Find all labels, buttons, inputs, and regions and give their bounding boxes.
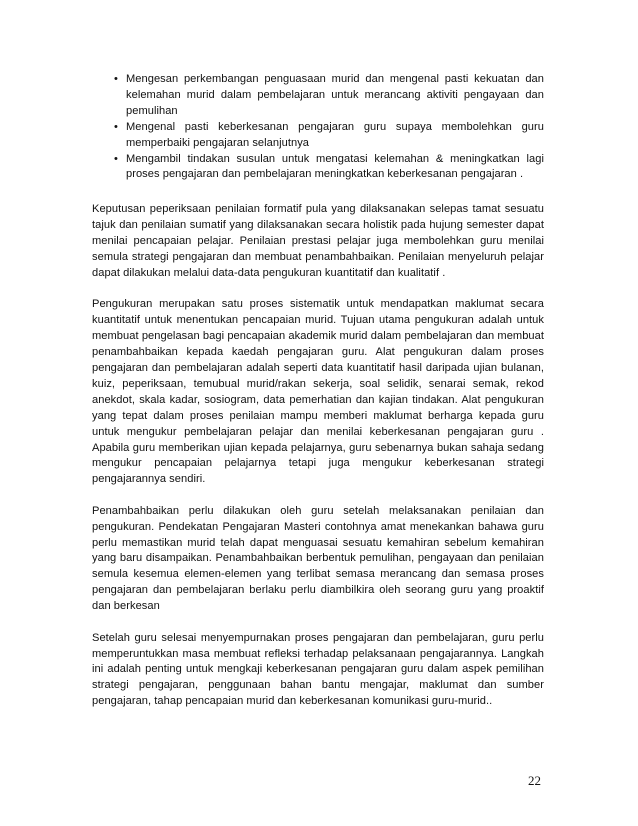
bullet-text: Mengambil tindakan susulan untuk mengatasi kelemahan & meningkatkan lagi proses pengajaran dan pembelajaran meningkatkan keberkesanan pengajaran . [126, 152, 544, 181]
bullet-icon: • [114, 73, 118, 85]
bullet-item [92, 152, 544, 184]
bullet-item [92, 72, 544, 120]
paragraph-refleksi: Setelah guru selesai menyempurnakan proses pengajaran dan pembelajaran, guru perlu memperuntukkan masa membuat refleksi terhadap pelaksanaan pengajarannya. Langkah ini adalah penting untuk mengkaji keberkesanan pengajaran guru dalam aspek pemilihan strategi pengajaran, penggunaan bahan bantu mengajar, maklumat dan sumber pengajaran, tahap pencapaian murid dan keberkesanan komunikasi guru-murid.. [92, 631, 544, 708]
bullet-item [92, 120, 544, 152]
paragraph-pengukuran: Pengukuran merupakan satu proses sistematik untuk mendapatkan maklumat secara kuantitatif untuk menentukan pencapaian murid. Tujuan utama pengukuran adalah untuk membuat pengelasan bagi pencapaian akademik murid dalam pembelajaran dan membuat penambahbaikan kepada kaedah pengajaran guru. Alat pengukuran dalam proses pengajaran dan pembelajaran adalah seperti data kuantitatif hasil daripada ujian bulanan, kuiz, peperiksaan, temubual murid/rakan sekerja, soal selidik, senarai semak, rekod anekdot, skala kadar, sosiogram, data pemerhatian dan kajian tindakan. Alat pengukuran yang tepat dalam proses penilaian mampu memberi maklumat berharga kepada guru untuk mengukur pembelajaran pelajar dan menilai keberkesanan pengajaran guru . Apabila guru memberikan ujian kepada pelajarnya, guru sebenarnya bukan sahaja sedang mengukur pencapaian pelajarnya tetapi juga mengukur keberkesanan strategi pengajarannya sendiri. [92, 298, 544, 486]
bullet-text: Mengesan perkembangan penguasaan murid dan mengenal pasti kekuatan dan kelemahan murid dalam pembelajaran untuk merancang aktiviti pengayaan dan pemulihan [126, 73, 544, 117]
bullet-icon: • [114, 152, 118, 165]
bullet-text: Mengenal pasti keberkesanan pengajaran guru supaya membolehkan guru memperbaiki pengajaran selanjutnya [126, 120, 544, 149]
bullet-list [92, 72, 544, 183]
paragraph-penambahbaikan: Penambahbaikan perlu dilakukan oleh guru setelah melaksanakan penilaian dan pengukuran. Pendekatan Pengajaran Masteri contohnya amat menekankan bahawa guru perlu memastikan murid telah dapat menguasai sesuatu kemahiran sebelum kemahiran yang baru disampaikan. Penambahbaikan berbentuk pemulihan, pengayaan dan penilaian semula kesemua elemen-elemen yang terlibat semasa merancang dan semasa proses pengajaran dan pembelajaran berlaku perlu diambilkira oleh seorang guru yang proaktif dan berkesan [92, 504, 544, 613]
document-body [92, 72, 544, 726]
bullet-icon: • [114, 120, 118, 133]
paragraph-keputusan-peperiksaan: Keputusan peperiksaan penilaian formatif pula yang dilaksanakan selepas tamat sesuatu tajuk dan penilaian sumatif yang dilaksanakan secara holistik pada hujung semester dapat menilai pencapaian pelajar. Penilaian prestasi pelajar juga membolehkan guru menilai semula strategi pengajaran dan membuat penambahbaikan. Penilaian menyeluruh pelajar dapat dilakukan melalui data-data pengukuran kuantitatif dan kualitatif . [92, 203, 544, 279]
page-number: 22 [528, 773, 541, 788]
